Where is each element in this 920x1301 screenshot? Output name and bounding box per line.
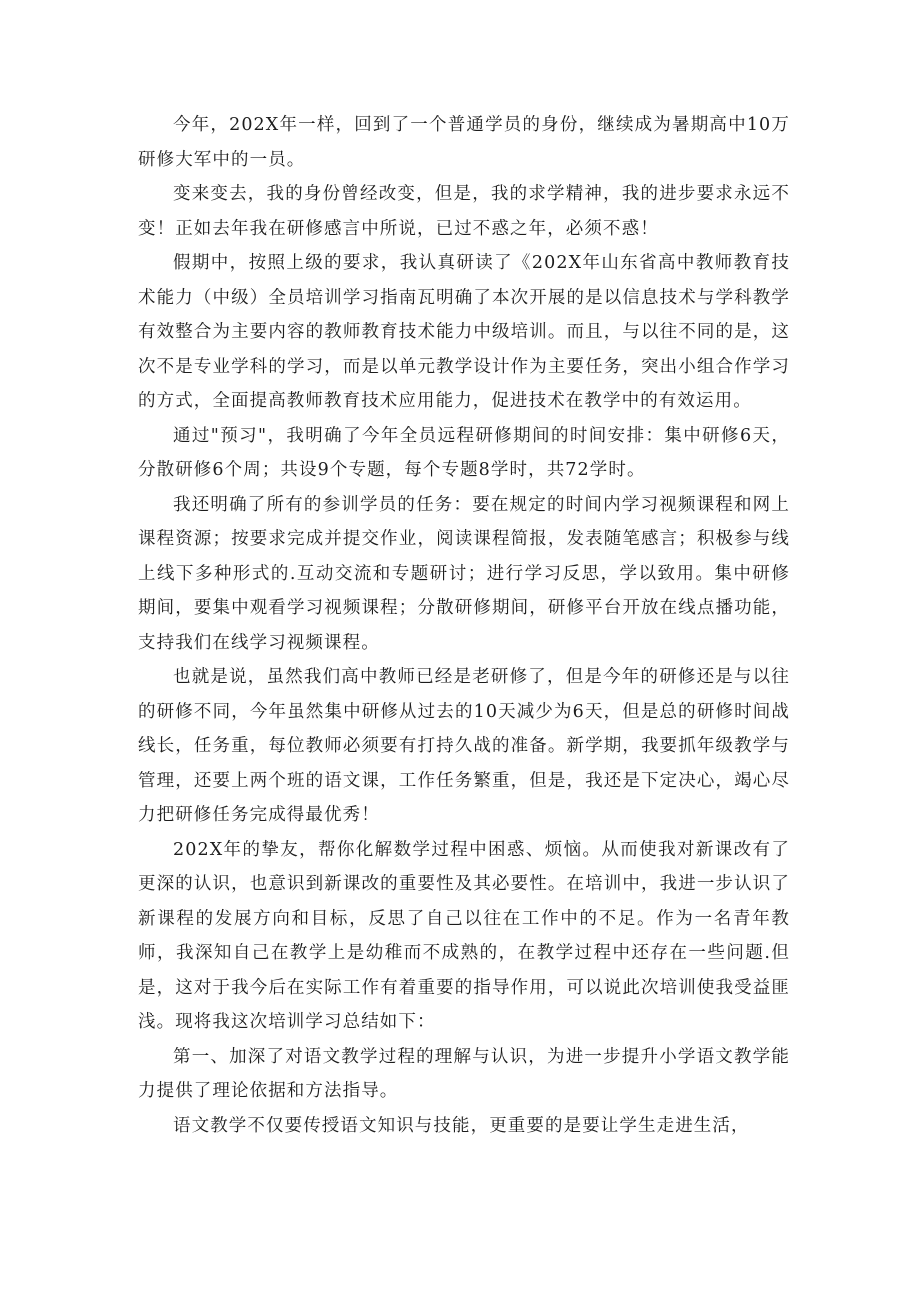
document-body bbox=[138, 108, 790, 1143]
paragraph-4: 通过"预习"，我明确了今年全员远程研修期间的时间安排：集中研修6天，分散研修6个周；共设9个专题，每个专题8学时，共72学时。 bbox=[138, 425, 790, 480]
paragraph-3: 假期中，按照上级的要求，我认真研读了《202X年山东省高中教师教育技术能力（中级）全员培训学习指南瓦明确了本次开展的是以信息技术与学科教学有效整合为主要内容的教师教育技术能力中级培训。而且，与以往不同的是，这次不是专业学科的学习，而是以单元教学设计作为主要任务，突出小组合作学习的方式，全面提高教师教育技术应用能力，促进技术在教学中的有效运用。 bbox=[138, 253, 790, 411]
paragraph-6: 也就是说，虽然我们高中教师已经是老研修了，但是今年的研修还是与以往的研修不同，今年虽然集中研修从过去的10天减少为6天，但是总的研修时间战线长，任务重，每位教师必须要有打持久战的准备。新学期，我要抓年级教学与管理，还要上两个班的语文课，工作任务繁重，但是，我还是下定决心，竭心尽力把研修任务完成得最优秀！ bbox=[138, 667, 790, 825]
paragraph-8: 第一、加深了对语文教学过程的理解与认识，为进一步提升小学语文教学能力提供了理论依据和方法指导。 bbox=[138, 1046, 790, 1101]
paragraph-7: 202X年的挚友，帮你化解数学过程中困惑、烦恼。从而使我对新课改有了更深的认识，也意识到新课改的重要性及其必要性。在培训中，我进一步认识了新课程的发展方向和目标，反思了自己以往在工作中的不足。作为一名青年教师，我深知自己在教学上是幼稚而不成熟的，在教学过程中还存在一些问题.但是，这对于我今后在实际工作有着重要的指导作用，可以说此次培训使我受益匪浅。现将我这次培训学习总结如下： bbox=[138, 839, 790, 1032]
paragraph-1: 今年，202X年一样，回到了一个普通学员的身份，继续成为暑期高中10万研修大军中的一员。 bbox=[138, 115, 790, 170]
paragraph-2: 变来变去，我的身份曾经改变，但是，我的求学精神，我的进步要求永远不变！正如去年我在研修感言中所说，已过不惑之年，必须不惑！ bbox=[138, 184, 790, 239]
paragraph-9: 语文教学不仅要传授语文知识与技能，更重要的是要让学生走进生活， bbox=[173, 1115, 750, 1136]
paragraph-5: 我还明确了所有的参训学员的任务：要在规定的时间内学习视频课程和网上课程资源；按要求完成并提交作业，阅读课程简报，发表随笔感言；积极参与线上线下多种形式的.互动交流和专题研讨；进行学习反思，学以致用。集中研修期间，要集中观看学习视频课程；分散研修期间，研修平台开放在线点播功能，支持我们在线学习视频课程。 bbox=[138, 494, 790, 653]
